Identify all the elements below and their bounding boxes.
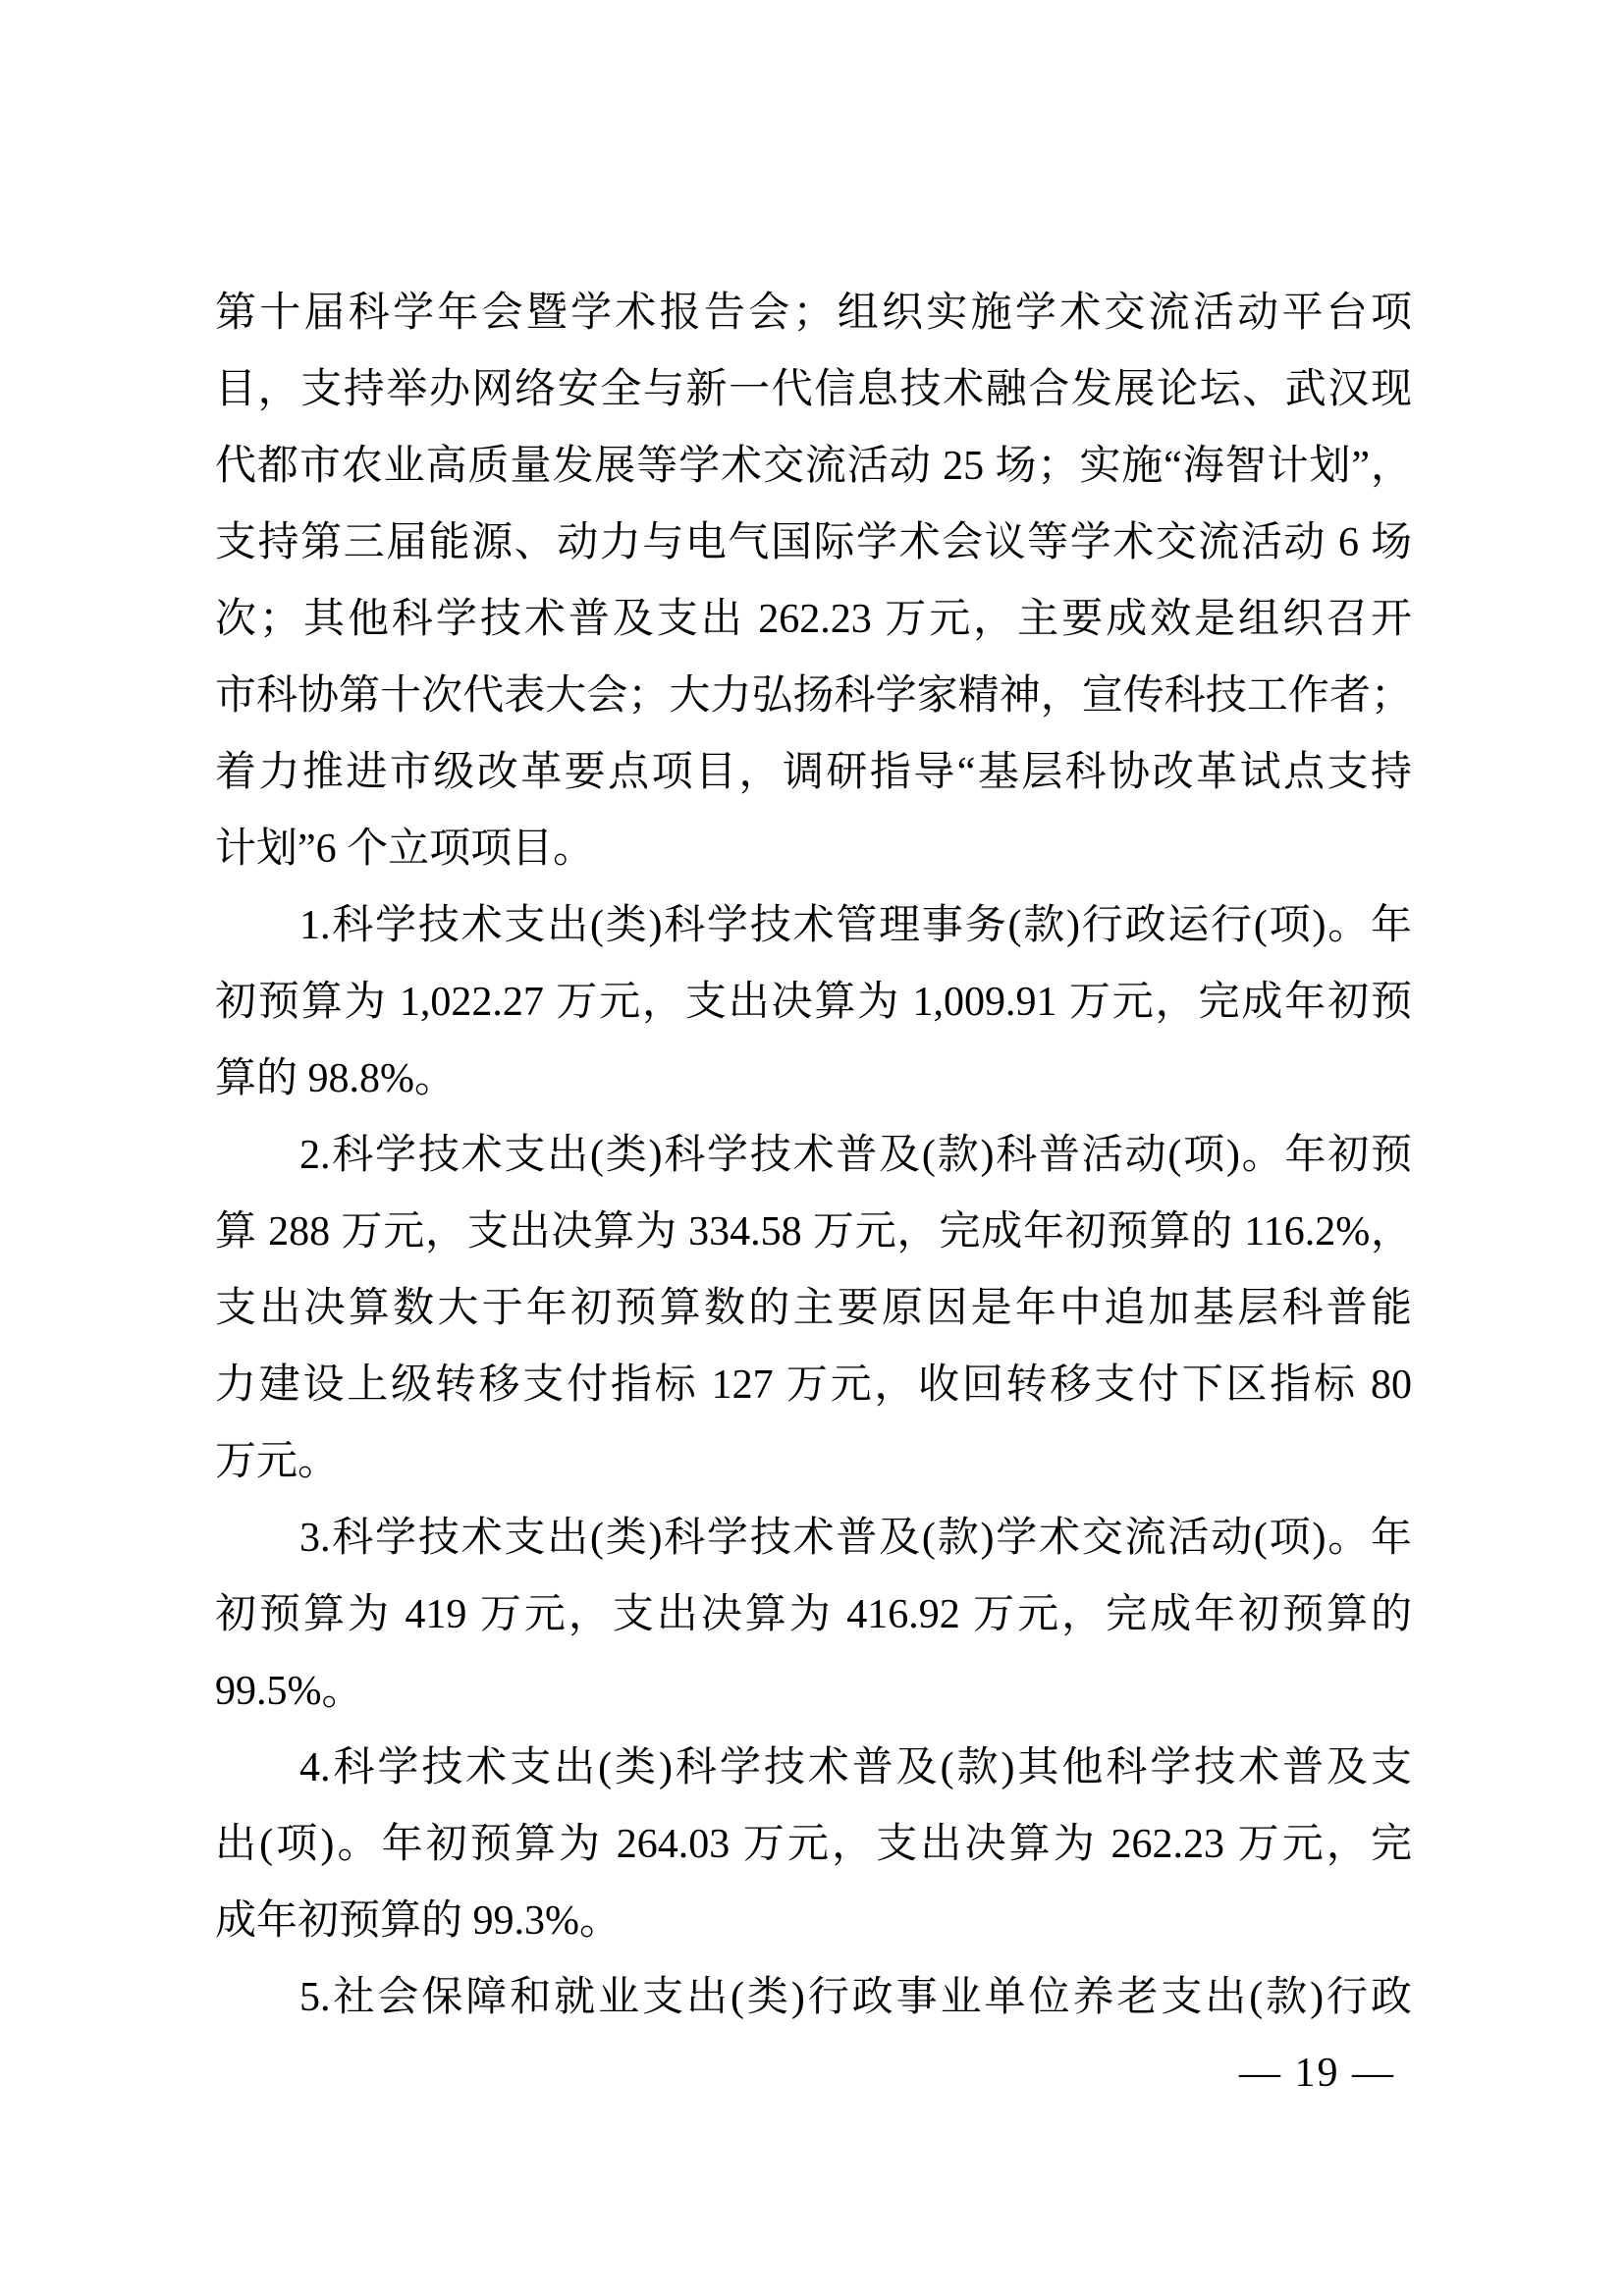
text-line: 99.5%。 (215, 1669, 363, 1714)
text-line: 3.科学技术支出(类)科学技术普及(款)学术交流活动(项)。年 (299, 1516, 1412, 1561)
text-line: 2.科学技术支出(类)科学技术普及(款)科普活动(项)。年初预 (299, 1133, 1412, 1178)
text-line: 计划”6 个立项项目。 (215, 827, 595, 872)
text-line: 第十届科学年会暨学术报告会；组织实施学术交流活动平台项 (215, 291, 1412, 336)
text-line: 市科协第十次代表大会；大力弘扬科学家精神，宣传科技工作者； (215, 673, 1412, 719)
text-line: 初预算为 419 万元，支出决算为 416.92 万元，完成年初预算的 (215, 1592, 1412, 1637)
text-line: 4.科学技术支出(类)科学技术普及(款)其他科学技术普及支 (299, 1745, 1412, 1790)
text-line: 支持第三届能源、动力与电气国际学术会议等学术交流活动 6 场 (215, 520, 1412, 565)
text-line: 算 288 万元，支出决算为 334.58 万元，完成年初预算的 116.2%， (215, 1209, 1412, 1255)
text-line: 算的 98.8%。 (215, 1056, 456, 1101)
text-line: 力建设上级转移支付指标 127 万元，收回转移支付下区指标 80 (215, 1362, 1412, 1408)
text-line: 万元。 (215, 1439, 340, 1484)
text-line: 代都市农业高质量发展等学术交流活动 25 场；实施“海智计划”， (215, 444, 1412, 489)
text-line: 初预算为 1,022.27 万元，支出决算为 1,009.91 万元，完成年初预 (215, 980, 1412, 1025)
text-line: 次；其他科学技术普及支出 262.23 万元，主要成效是组织召开 (215, 597, 1412, 642)
text-line: 目，支持举办网络安全与新一代信息技术融合发展论坛、武汉现 (215, 367, 1412, 412)
text-line: 1.科学技术支出(类)科学技术管理事务(款)行政运行(项)。年 (299, 903, 1412, 948)
text-line: 出(项)。年初预算为 264.03 万元，支出决算为 262.23 万元，完 (215, 1822, 1412, 1867)
page-number: — 19 — (1239, 2051, 1395, 2096)
text-line: 成年初预算的 99.3%。 (215, 1898, 621, 1944)
text-line: 5.社会保障和就业支出(类)行政事业单位养老支出(款)行政 (299, 1975, 1412, 2020)
text-line: 支出决算数大于年初预算数的主要原因是年中追加基层科普能 (215, 1286, 1412, 1331)
text-line: 着力推进市级改革要点项目，调研指导“基层科协改革试点支持 (215, 750, 1412, 795)
body-text (215, 275, 1412, 2036)
